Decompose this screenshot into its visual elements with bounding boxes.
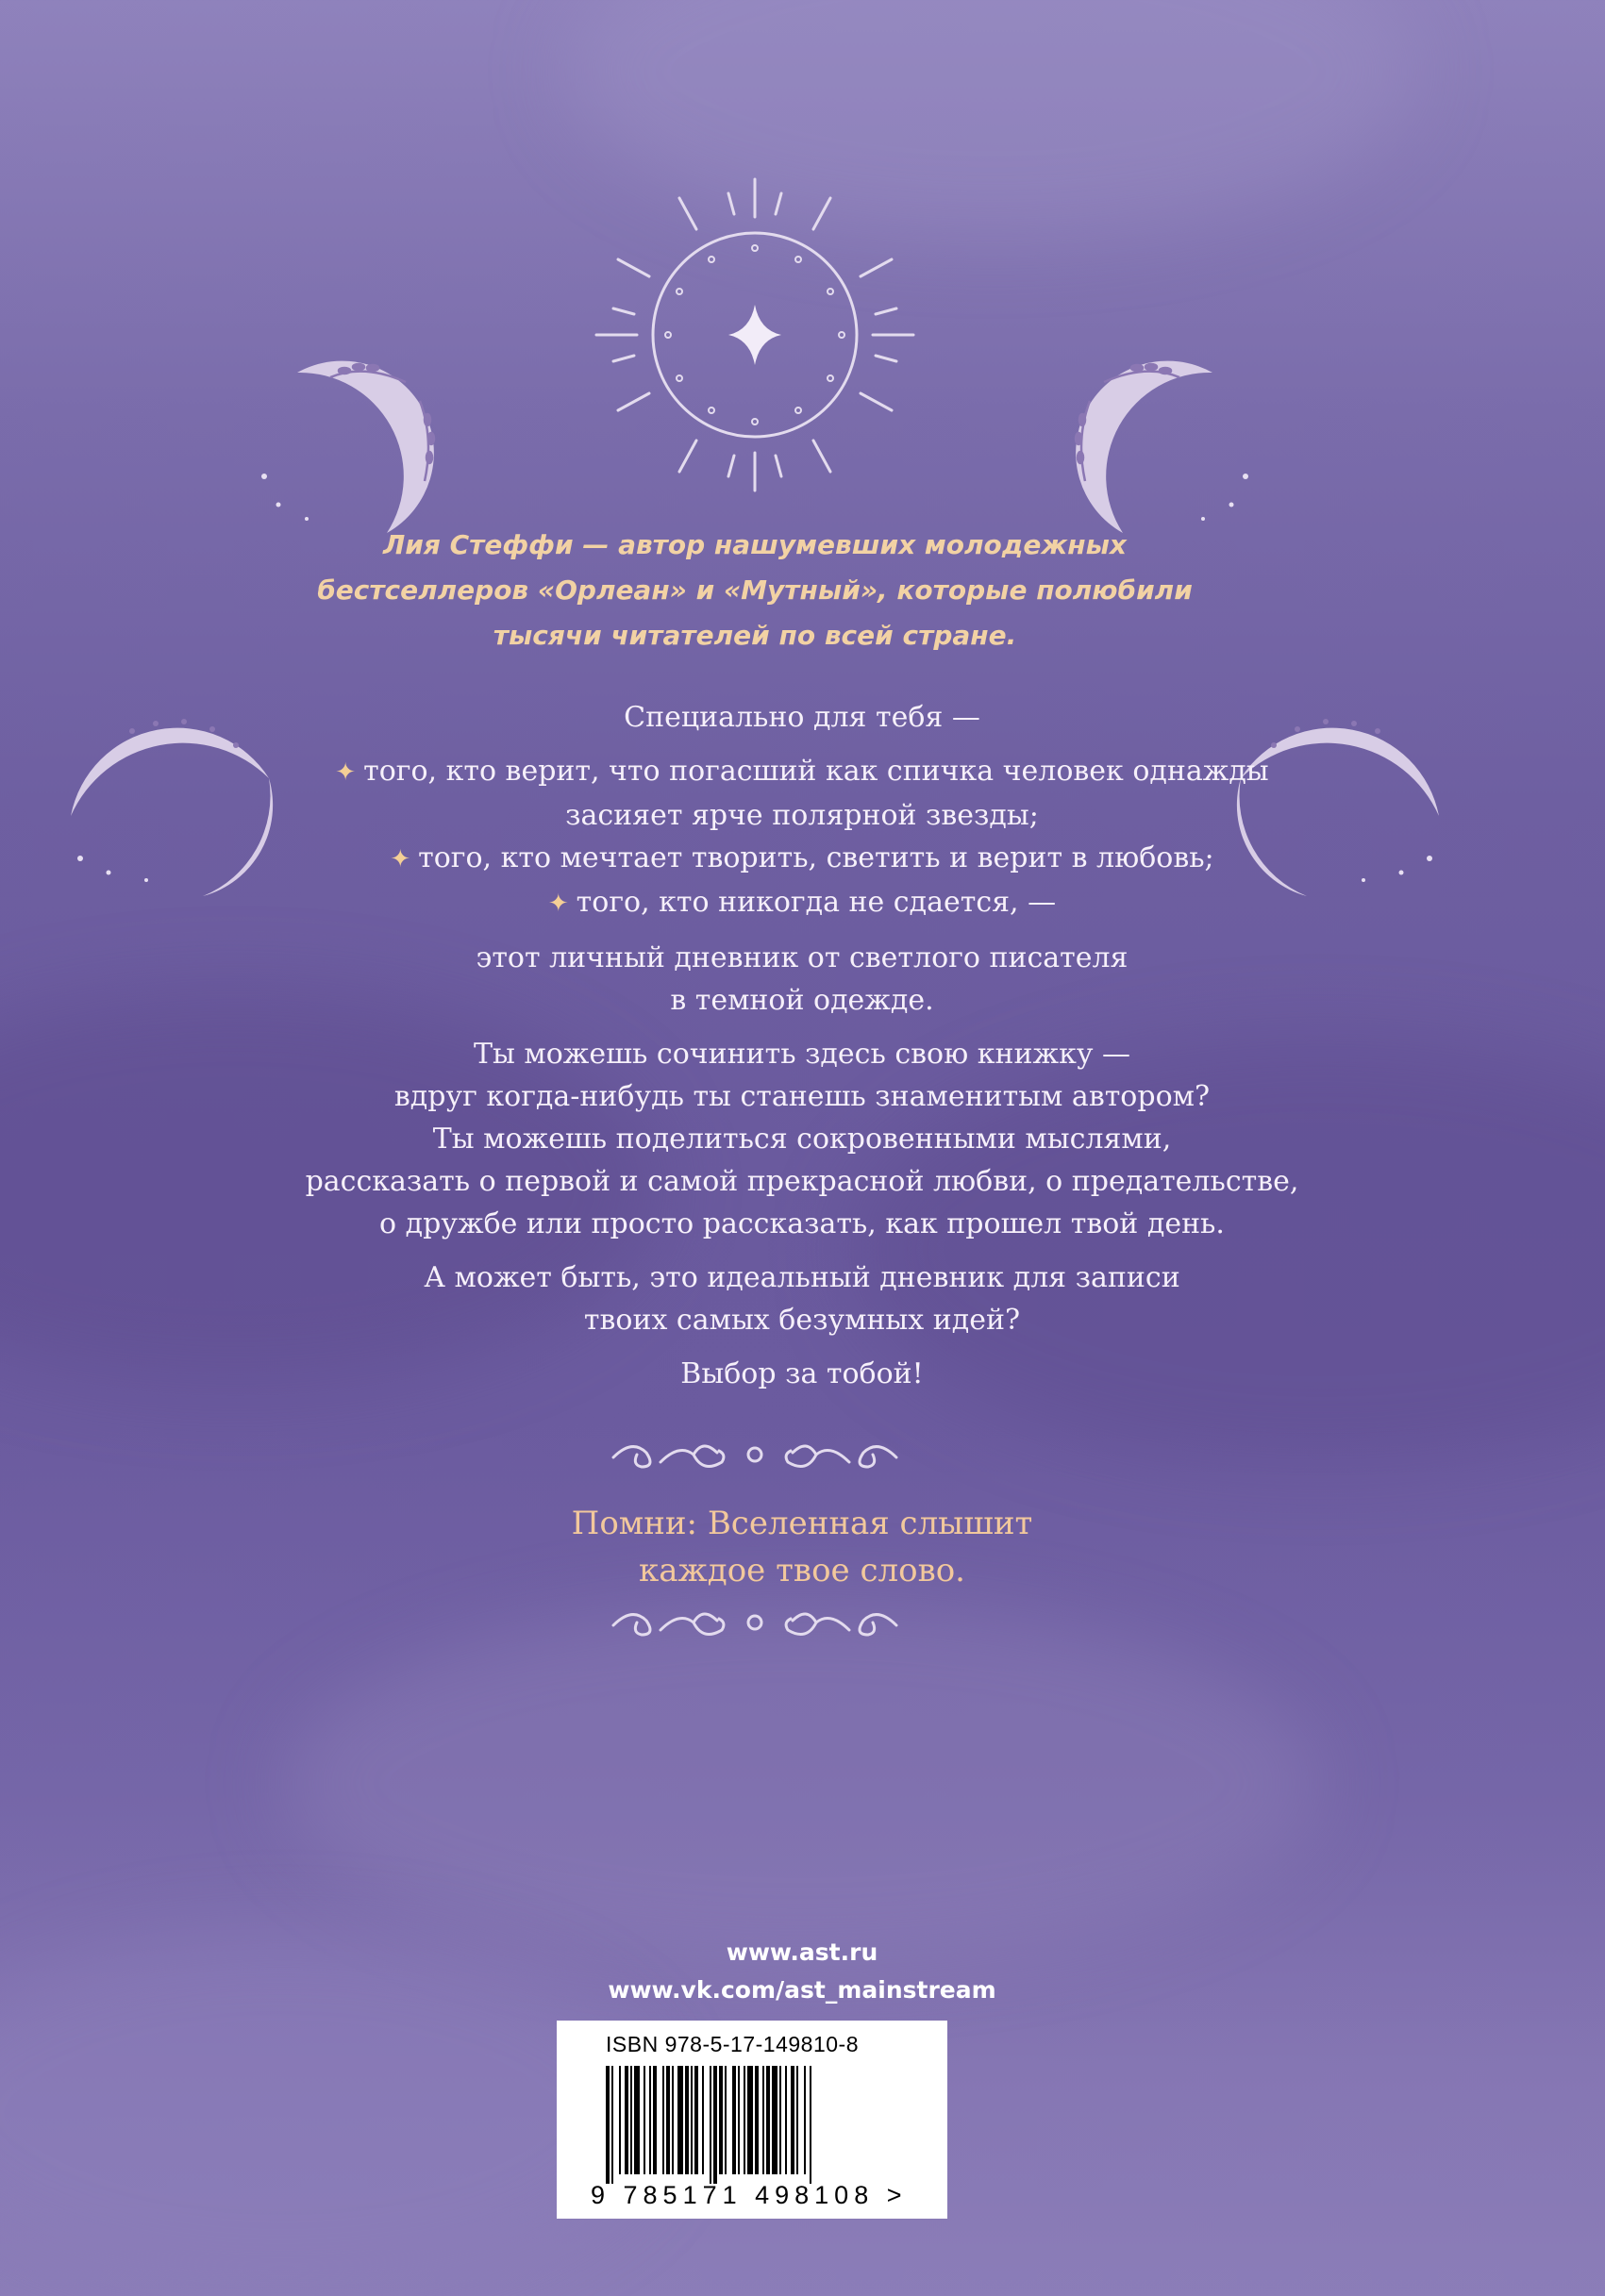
barcode-bar	[738, 2066, 740, 2174]
barcode-bar	[644, 2066, 645, 2174]
star-sun-icon	[585, 175, 925, 495]
isbn-barcode	[557, 2021, 947, 2219]
dedication-item: ✦ того, кто мечтает творить, светить и верит в любовь;	[390, 841, 1214, 874]
diary-line: в темной одежде.	[670, 984, 934, 1017]
sparkle-star-icon: ✦	[335, 758, 357, 787]
barcode-bar	[662, 2066, 664, 2174]
vk-link[interactable]: www.vk.com/ast_mainstream	[608, 1976, 996, 2004]
crescent-moon-icon	[241, 325, 486, 542]
flourish-divider-icon	[604, 1434, 906, 1481]
diary-line: этот личный дневник от светлого писателя	[476, 941, 1129, 974]
barcode-bar	[606, 2066, 610, 2184]
barcode-bar	[694, 2066, 698, 2174]
author-line: тысячи читателей по всей стране.	[493, 620, 1017, 651]
barcode-bar	[791, 2066, 794, 2174]
barcode-bar	[649, 2066, 651, 2174]
sparkle-star-icon: ✦	[547, 890, 569, 918]
barcode-bar	[755, 2066, 759, 2174]
barcode-bar	[619, 2066, 621, 2174]
barcode-bar	[779, 2066, 781, 2174]
possibility-line: Ты можешь поделиться сокровенными мыслями,	[432, 1123, 1172, 1156]
choice-line: Выбор за тобой!	[680, 1357, 924, 1390]
barcode-bar	[710, 2066, 711, 2184]
barcode-bar	[744, 2066, 745, 2174]
barcode-bar	[732, 2066, 736, 2174]
barcode-bar	[785, 2066, 787, 2174]
author-line: бестселлеров «Орлеан» и «Мутный», которые полюбили	[317, 574, 1193, 606]
barcode-bar	[796, 2066, 798, 2174]
sparkle-star-icon: ✦	[390, 845, 411, 873]
dedication-intro: Специально для тебя —	[624, 701, 980, 734]
isbn-label: ISBN 978-5-17-149810-8	[606, 2032, 859, 2056]
author-line: Лия Стеффи — автор нашумевших молодежных	[383, 529, 1127, 560]
barcode-bar	[713, 2066, 717, 2184]
possibility-line: о дружбе или просто рассказать, как прошел твой день.	[379, 1207, 1225, 1240]
reminder-line: каждое твое слово.	[638, 1552, 965, 1589]
author-blurb	[236, 523, 1274, 658]
barcode-bar	[719, 2066, 723, 2174]
crescent-moon-icon	[1024, 325, 1269, 542]
barcode-bar	[766, 2066, 770, 2174]
barcode-bar	[625, 2066, 628, 2174]
barcode-bar	[672, 2066, 674, 2174]
barcode-bar	[611, 2066, 613, 2184]
cloud-shape	[283, 1604, 1321, 1962]
possibility-line: Ты можешь сочинить здесь свою книжку —	[473, 1038, 1131, 1071]
ideas-line: твоих самых безумных идей?	[583, 1304, 1021, 1337]
possibility-line: вдруг когда-нибудь ты станешь знаменитым автором?	[393, 1080, 1211, 1113]
barcode-bar	[691, 2066, 693, 2174]
possibility-line: рассказать о первой и самой прекрасной любви, о предательстве,	[305, 1165, 1299, 1198]
barcode-bar	[810, 2066, 811, 2184]
barcode-bar	[634, 2066, 640, 2174]
barcode-bar	[804, 2066, 806, 2174]
barcode-bar	[630, 2066, 632, 2174]
dedication-item-continued: засияет ярче полярной звезды;	[565, 799, 1039, 832]
barcode-bar	[762, 2066, 764, 2174]
barcode-bar	[666, 2066, 670, 2174]
ideas-line: А может быть, это идеальный дневник для записи	[424, 1261, 1180, 1294]
barcode-bar	[677, 2066, 683, 2174]
flourish-divider-icon	[604, 1602, 906, 1649]
publisher-links	[472, 1934, 1132, 2009]
website-link[interactable]: www.ast.ru	[726, 1938, 878, 1966]
barcode-bar	[747, 2066, 753, 2174]
barcode-bar	[772, 2066, 777, 2174]
description-text	[189, 696, 1415, 1395]
dedication-item: ✦ того, кто верит, что погасший как спичка человек однажды	[335, 755, 1269, 788]
barcode-bar	[702, 2066, 704, 2174]
reminder-line: Помни: Вселенная слышит	[571, 1505, 1033, 1542]
dedication-item: ✦ того, кто никогда не сдается, —	[547, 886, 1057, 919]
barcode-bars	[606, 2066, 908, 2184]
barcode-bar	[653, 2066, 657, 2174]
barcode-bar	[685, 2066, 689, 2174]
barcode-bar	[725, 2066, 727, 2174]
barcode-digits: 9 785171 498108 >	[591, 2181, 908, 2209]
reminder-text	[330, 1500, 1274, 1594]
